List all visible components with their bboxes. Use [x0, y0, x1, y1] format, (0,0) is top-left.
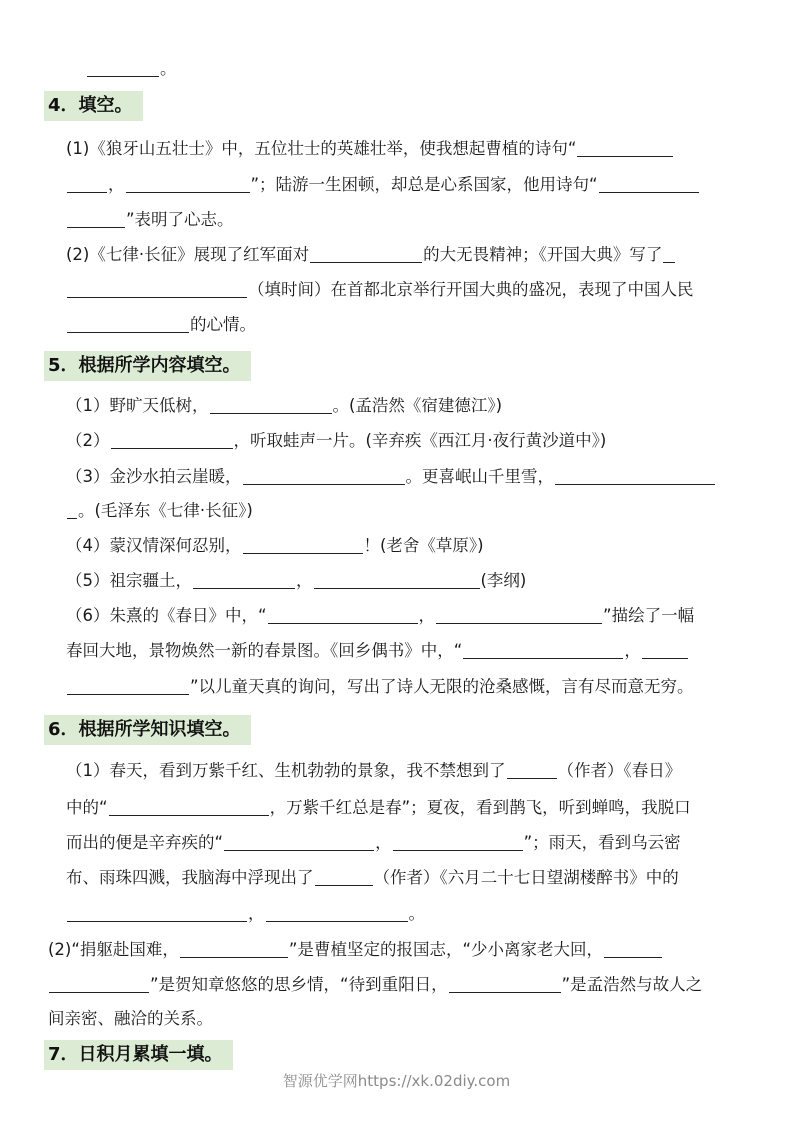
- answer-blank[interactable]: [449, 976, 561, 993]
- answer-blank[interactable]: [67, 211, 125, 228]
- question-4-heading: 4．填空。: [44, 91, 143, 121]
- q5-item2: （2） ，听取蛙声一片。(辛弃疾《西江月·夜行黄沙道中》): [66, 431, 607, 450]
- answer-blank[interactable]: [193, 572, 295, 589]
- answer-blank[interactable]: [180, 941, 288, 958]
- answer-blank[interactable]: [393, 834, 523, 851]
- answer-blank[interactable]: [310, 246, 422, 263]
- q6-item1-line4: 布、雨珠四溅，我脑海中浮现出了 （作者）《六月二十七日望湖楼醉书》中的: [66, 868, 679, 887]
- answer-blank[interactable]: [243, 468, 405, 485]
- answer-blank[interactable]: [243, 537, 363, 554]
- answer-blank[interactable]: [599, 176, 699, 193]
- q5-item1: （1）野旷天低树， 。(孟浩然《宿建德江》): [66, 396, 503, 415]
- q5-item4: （4）蒙汉情深何忍别， ！(老舍《草原》): [66, 536, 484, 555]
- answer-blank[interactable]: [663, 246, 675, 263]
- q6-item1-line3: 而出的便是辛弃疾的“ ， ”；雨天，看到乌云密: [66, 833, 681, 852]
- question-5-heading: 5．根据所学内容填空。: [44, 351, 251, 381]
- q4-item2-line3: 的心情。: [66, 314, 747, 336]
- answer-blank[interactable]: [507, 762, 557, 779]
- answer-blank[interactable]: [67, 281, 247, 298]
- answer-blank[interactable]: [67, 502, 77, 519]
- q4-item2-line1: (2)《七律·长征》展现了红军面对 的大无畏精神；《开国大典》写了: [66, 244, 747, 266]
- q5-item6-line1: （6）朱熹的《春日》中，“ ， ”描绘了一幅: [66, 606, 695, 625]
- answer-blank[interactable]: [315, 869, 373, 886]
- answer-blank[interactable]: [67, 678, 189, 695]
- answer-blank[interactable]: [210, 397, 332, 414]
- q4-item1-line3: ”表明了心志。: [66, 209, 747, 231]
- q5-item5: （5）祖宗疆土， ， (李纲): [66, 571, 527, 590]
- watermark-footer: 智源优学网https://xk.02diy.com: [282, 1072, 511, 1090]
- answer-blank[interactable]: [87, 60, 159, 77]
- answer-blank[interactable]: [436, 607, 602, 624]
- q5-item6-line3: ”以儿童天真的询问，写出了诗人无限的沧桑感慨，言有尽而意无穷。: [66, 676, 747, 698]
- answer-blank[interactable]: [266, 905, 408, 922]
- question-7-heading: 7．日积月累填一填。: [44, 1040, 233, 1070]
- q4-item2-line2: （填时间）在首都北京举行开国大典的盛况，表现了中国人民: [66, 279, 747, 301]
- answer-blank[interactable]: [642, 642, 688, 659]
- answer-blank[interactable]: [268, 607, 418, 624]
- q6-item2-line3: 间亲密、融洽的关系。: [48, 1009, 213, 1028]
- q5-item3-cont: 。(毛泽东《七律·长征》): [66, 500, 747, 522]
- q6-item1-line1: （1）春天，看到万紫千红、生机勃勃的景象，我不禁想到了 （作者）《春日》: [66, 761, 682, 780]
- answer-blank[interactable]: [126, 176, 250, 193]
- answer-blank[interactable]: [463, 642, 623, 659]
- q4-item1-line1: (1)《狼牙山五壮士》中，五位壮士的英雄壮举，使我想起曹植的诗句“: [66, 138, 747, 160]
- answer-blank[interactable]: [67, 176, 107, 193]
- answer-blank[interactable]: [224, 834, 374, 851]
- answer-blank[interactable]: [109, 799, 269, 816]
- q6-item1-line2: 中的“ ，万紫千红总是春”；夏夜，看到鹊飞，听到蝉鸣，我脱口: [66, 798, 691, 817]
- answer-blank[interactable]: [111, 432, 233, 449]
- answer-blank[interactable]: [67, 905, 247, 922]
- answer-blank[interactable]: [555, 468, 715, 485]
- answer-blank[interactable]: [577, 140, 673, 157]
- answer-blank[interactable]: [49, 976, 149, 993]
- q5-item3: （3）金沙水拍云崖暖， 。更喜岷山千里雪，: [66, 466, 747, 488]
- answer-blank[interactable]: [314, 572, 480, 589]
- question-6-heading: 6．根据所学知识填空。: [44, 715, 251, 745]
- continuation-line: 。: [86, 58, 747, 80]
- answer-blank[interactable]: [67, 316, 189, 333]
- q5-item6-line2: 春回大地，景物焕然一新的春景图。《回乡偶书》中，“ ，: [66, 640, 747, 662]
- answer-blank[interactable]: [604, 941, 662, 958]
- q4-item1-line2: ， ”；陆游一生困顿，却总是心系国家，他用诗句“: [66, 174, 747, 196]
- q6-item1-line5: ， 。: [66, 903, 747, 925]
- q6-item2-line1: (2)“捐躯赴国难， ”是曹植坚定的报国志，“少小离家老大回，: [48, 939, 747, 961]
- q6-item2-line2: ”是贺知章悠悠的思乡情，“待到重阳日， ”是孟浩然与故人之: [48, 974, 747, 996]
